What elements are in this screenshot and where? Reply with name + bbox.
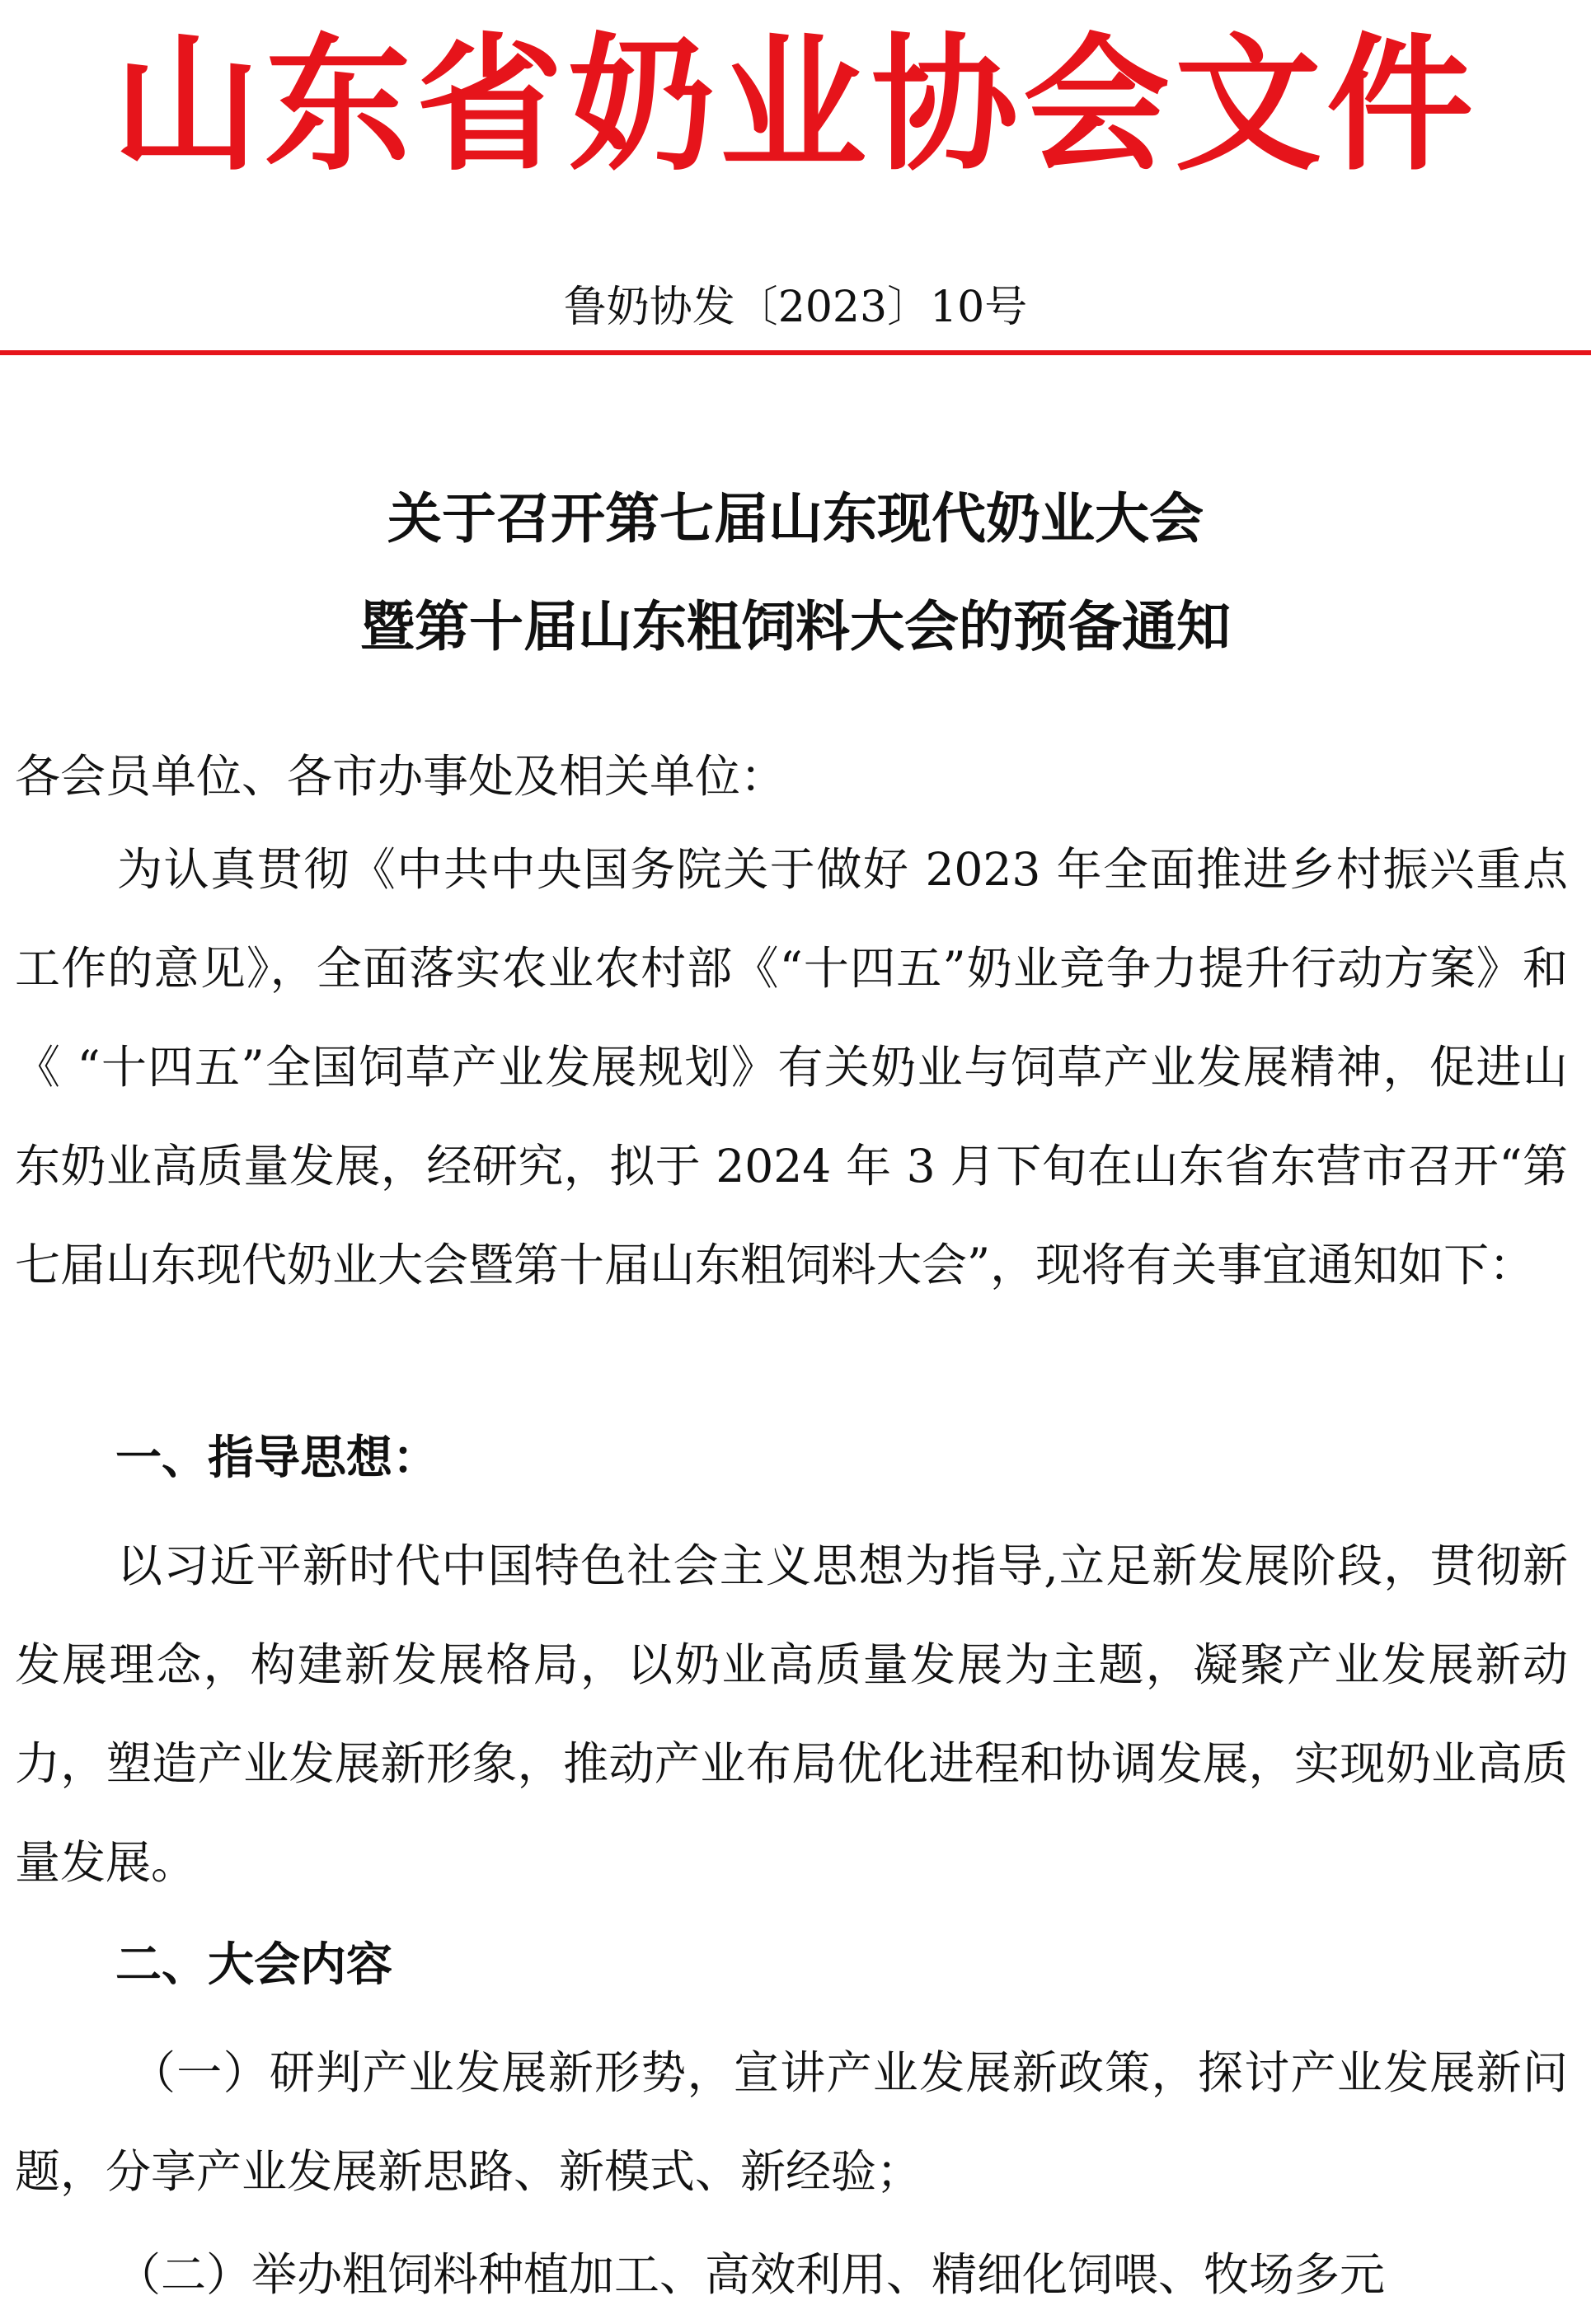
guiding-ideology-paragraph: 以习近平新时代中国特色社会主义思想为指导,立足新发展阶段，贯彻新发展理念，构建新发展格局，以奶业高质量发展为主题，凝聚产业发展新动力，塑造产业发展新形象，推动产业布局优化进程和协调发展，实现奶业高质量发展。 <box>15 1539 1568 1889</box>
section-heading-conference-content: 二、大会内容 <box>115 1938 392 1992</box>
document-masthead: 山东省奶业协会文件 <box>113 20 1478 190</box>
notice-title-line-1: 关于召开第七届山东现代奶业大会 <box>387 487 1204 551</box>
content-item-1: （一）研判产业发展新形势，宣讲产业发展新政策，探讨产业发展新问题，分享产业发展新思路、新模式、新经验； <box>15 2046 1568 2198</box>
section-heading-guiding-ideology: 一、指导思想： <box>115 1431 439 1485</box>
salutation: 各会员单位、各市办事处及相关单位： <box>15 750 786 803</box>
notice-title-line-2: 暨第十届山东粗饲料大会的预备通知 <box>360 595 1231 658</box>
intro-paragraph: 为认真贯彻《中共中央国务院关于做好 2023 年全面推进乡村振兴重点工作的意见》，全面落实农业农村部《“十四五”奶业竞争力提升行动方案》和《 “十四五”全国饲草产业发展规划》有关奶业与饲草产业发展精神，促进山东奶业高质量发展，经研究，拟于 2024 年 3 月下旬在山东省东营市召开“第七届山东现代奶业大会暨第十届山东粗饲料大会”，现将有关事宜通知如下： <box>15 843 1568 1291</box>
header-divider <box>0 350 1591 355</box>
content-item-2: （二）举办粗饲料种植加工、高效利用、精细化饲喂、牧场多元 <box>115 2248 1386 2301</box>
document-number: 鲁奶协发〔2023〕10号 <box>563 283 1028 332</box>
